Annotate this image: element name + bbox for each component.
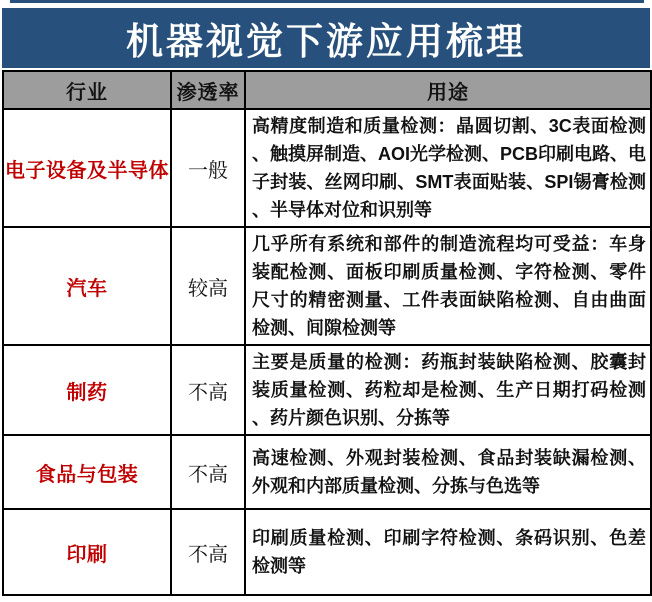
penetration-cell: 不高 — [171, 345, 245, 435]
usage-cell: 高速检测、外观封装检测、食品封装缺漏检测、外观和内部质量检测、分拣与色选等 — [245, 435, 651, 509]
column-header-industry: 行业 — [3, 71, 171, 109]
usage-cell: 主要是质量的检测：药瓶封装缺陷检测、胶囊封装质量检测、药粒却是检测、生产日期打码检测、药片颜色识别、分拣等 — [245, 345, 651, 435]
penetration-cell: 较高 — [171, 227, 245, 345]
column-header-penetration: 渗透率 — [171, 71, 245, 109]
usage-cell: 印刷质量检测、印刷字符检测、条码识别、色差检测等 — [245, 509, 651, 595]
table-row — [3, 227, 651, 345]
applications-table — [2, 70, 652, 596]
industry-cell: 印刷 — [3, 509, 171, 595]
industry-cell: 制药 — [3, 345, 171, 435]
industry-cell: 汽车 — [3, 227, 171, 345]
penetration-cell: 一般 — [171, 109, 245, 227]
title-banner — [2, 8, 650, 68]
industry-cell: 电子设备及半导体 — [3, 109, 171, 227]
penetration-cell: 不高 — [171, 435, 245, 509]
industry-cell: 食品与包装 — [3, 435, 171, 509]
table-header — [3, 71, 651, 109]
table-row — [3, 345, 651, 435]
usage-cell: 几乎所有系统和部件的制造流程均可受益：车身装配检测、面板印刷质量检测、字符检测、零件尺寸的精密测量、工件表面缺陷检测、自由曲面检测、间隙检测等 — [245, 227, 651, 345]
page-title: 机器视觉下游应用梳理 — [126, 22, 526, 63]
penetration-cell: 不高 — [171, 509, 245, 595]
table-row — [3, 509, 651, 595]
table-body — [3, 109, 651, 595]
table-row — [3, 435, 651, 509]
usage-cell: 高精度制造和质量检测：晶圆切割、3C表面检测、触摸屏制造、AOI光学检测、PCB印刷电路、电子封装、丝网印刷、SMT表面贴装、SPI锡膏检测、半导体对位和识别等 — [245, 109, 651, 227]
top-border-line — [10, 0, 644, 3]
table-row — [3, 109, 651, 227]
header-row — [3, 71, 651, 109]
column-header-usage: 用途 — [245, 71, 651, 109]
